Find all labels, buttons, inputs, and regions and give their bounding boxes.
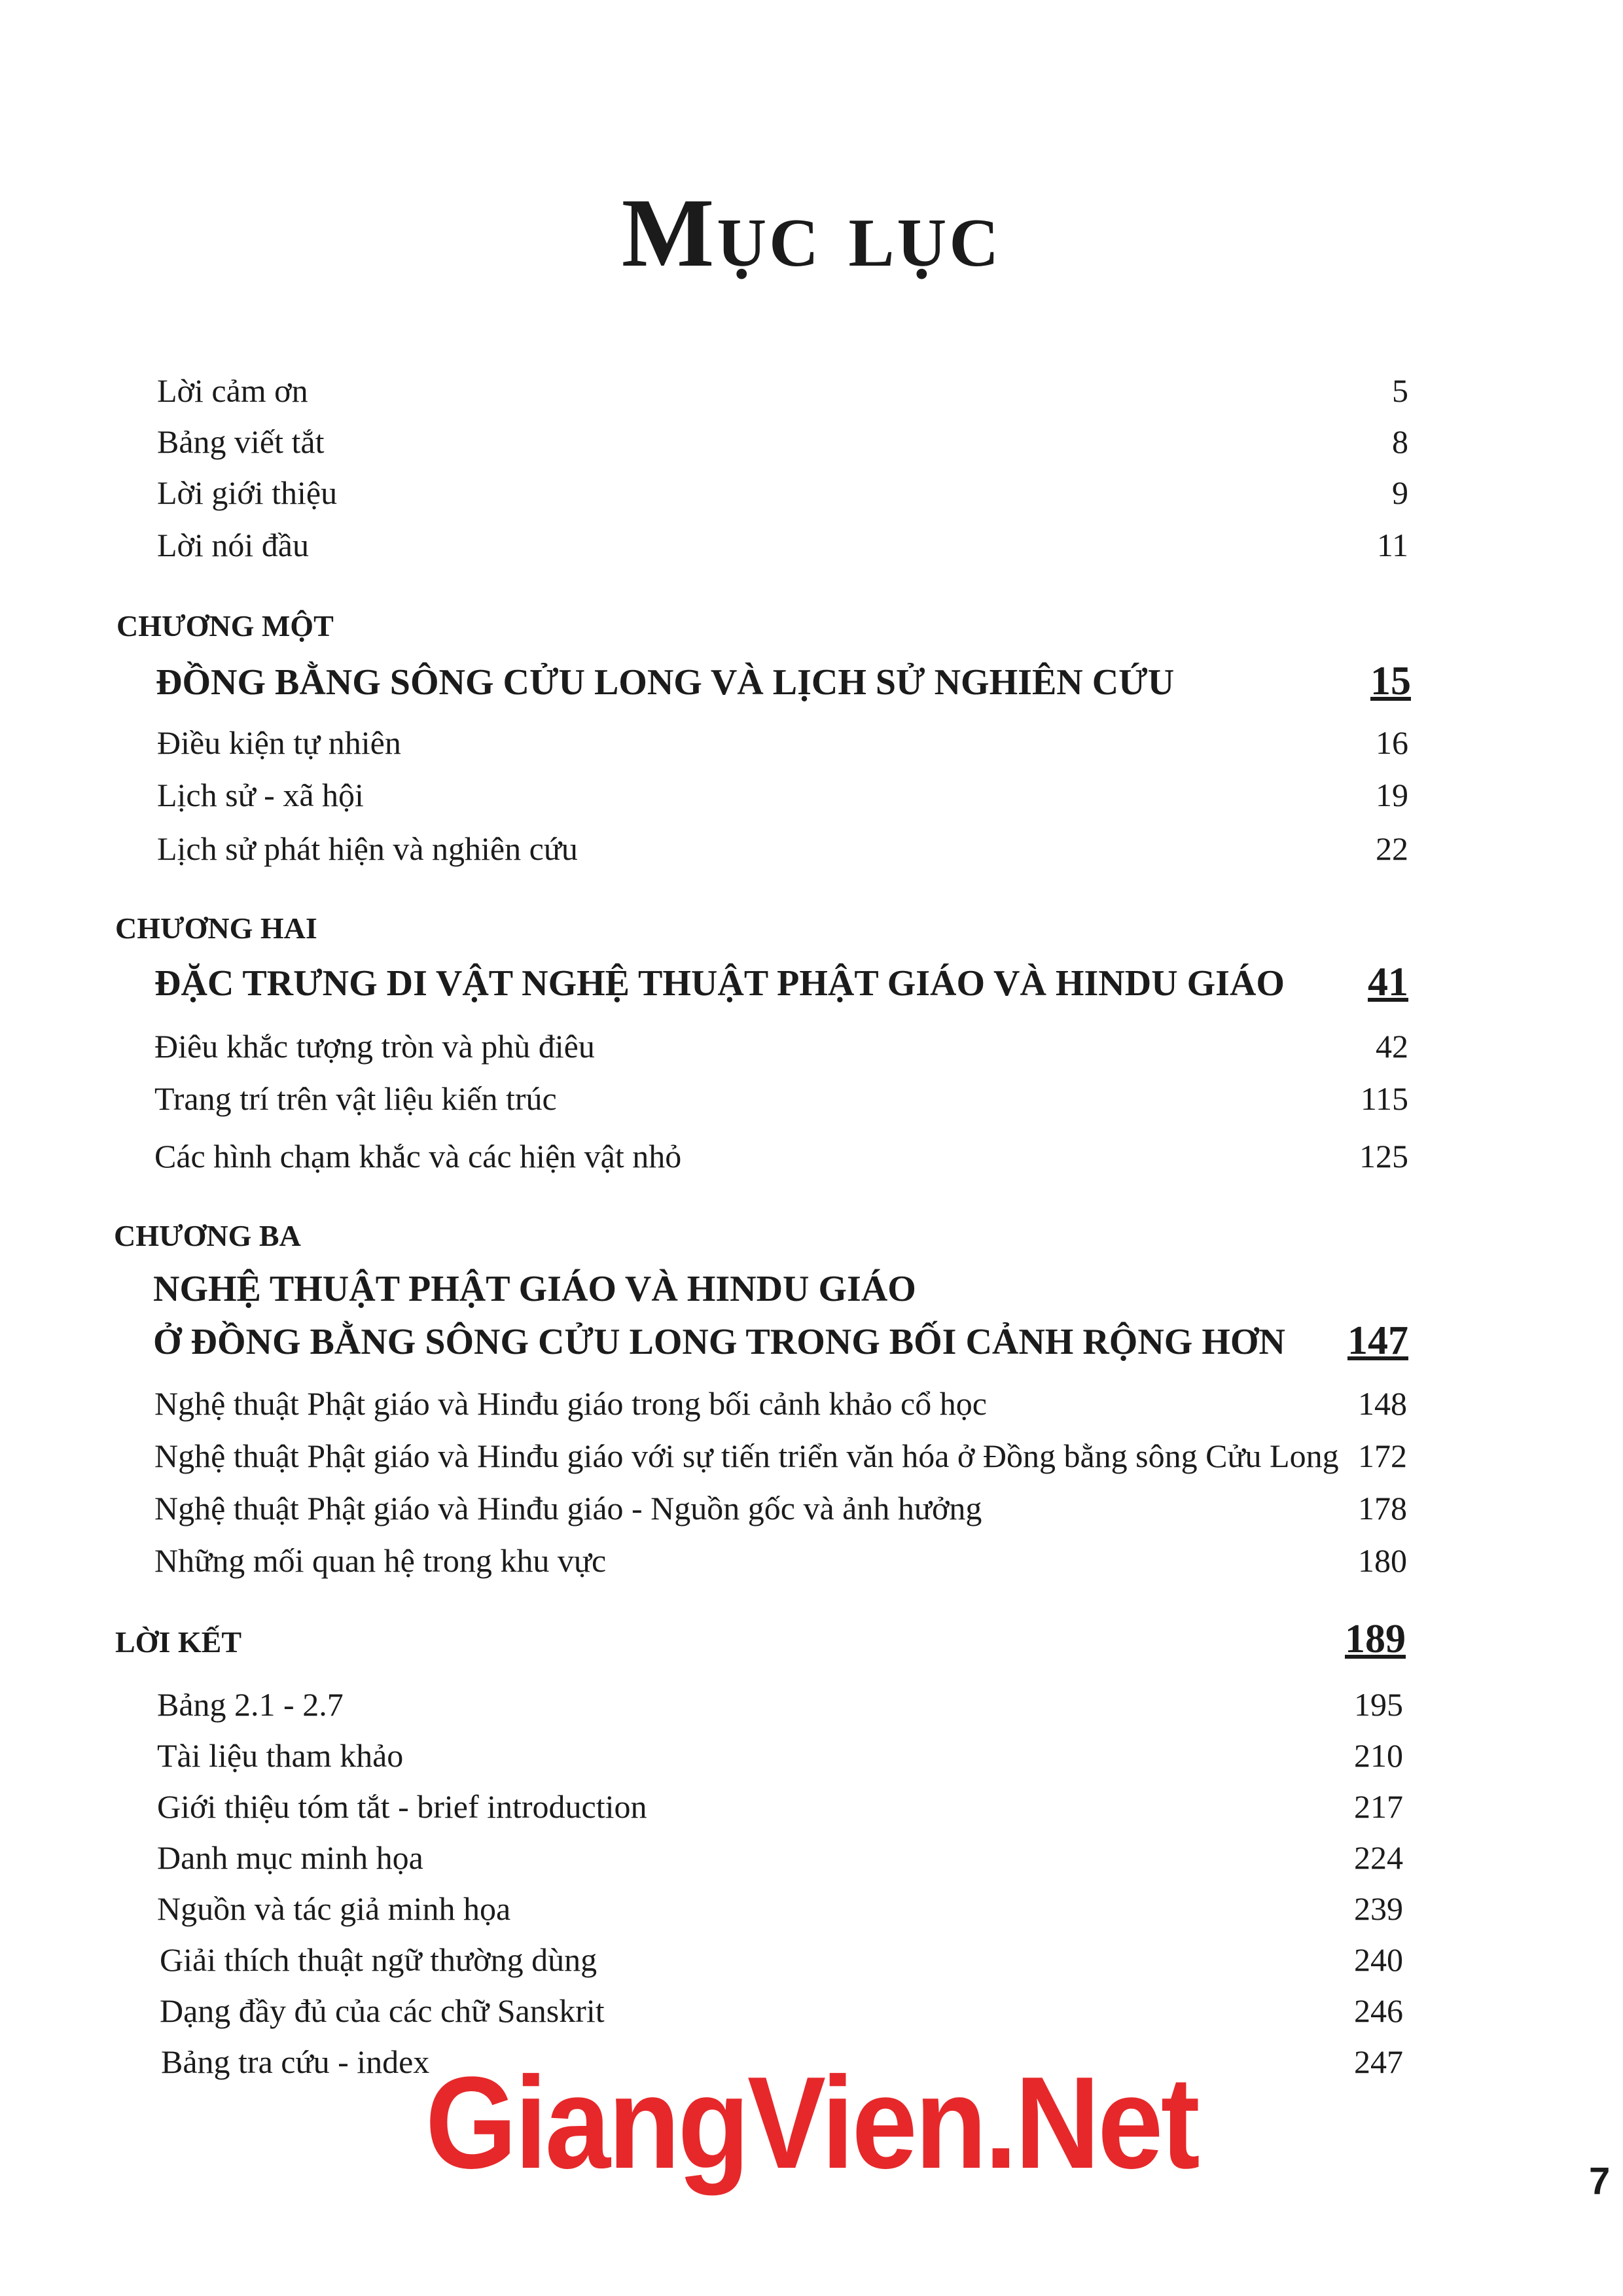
toc-entry-label: Nghệ thuật Phật giáo và Hinđu giáo - Nguồn gốc và ảnh hưởng	[154, 1490, 982, 1527]
page-title: Mục lục	[621, 179, 1002, 287]
toc-entry-page: 195	[1354, 1686, 1403, 1723]
chapter-heading: LỜI KẾT	[115, 1625, 242, 1659]
toc-entry[interactable]	[157, 474, 1408, 512]
chapter-page: 15	[1370, 659, 1411, 703]
toc-entry-label: Lời nói đầu	[157, 527, 309, 563]
toc-entry-label: Lời cảm ơn	[157, 372, 308, 409]
toc-entry[interactable]	[154, 1080, 1408, 1118]
toc-entry-label: Các hình chạm khắc và các hiện vật nhỏ	[154, 1138, 682, 1174]
toc-entry[interactable]	[154, 1437, 1407, 1475]
conclusion-row[interactable]	[115, 1616, 1406, 1663]
toc-entry-label: Lịch sử phát hiện và nghiên cứu	[157, 830, 578, 867]
toc-entry-page: 9	[1392, 474, 1408, 511]
toc-entry-page: 246	[1354, 1992, 1403, 2029]
toc-entry[interactable]	[157, 372, 1408, 410]
toc-entry-label: Trang trí trên vật liệu kiến trúc	[154, 1080, 557, 1117]
toc-entry-page: 148	[1358, 1385, 1407, 1422]
chapter-page: 147	[1347, 1318, 1408, 1363]
toc-entry[interactable]	[157, 423, 1408, 461]
chapter-heading: CHƯƠNG BA	[114, 1219, 301, 1252]
toc-entry[interactable]	[160, 1992, 1403, 2030]
chapter-title-row[interactable]	[153, 1268, 1408, 1310]
chapter-title: ĐẶC TRƯNG DI VẬT NGHỆ THUẬT PHẬT GIÁO VÀ HINDU GIÁO	[154, 963, 1285, 1004]
toc-entry-page: 11	[1376, 527, 1408, 563]
toc-entry[interactable]	[157, 1686, 1403, 1723]
toc-entry-label: Danh mục minh họa	[157, 1839, 423, 1876]
toc-entry-page: 247	[1354, 2043, 1403, 2080]
chapter-title-line1: NGHỆ THUẬT PHẬT GIÁO VÀ HINDU GIÁO	[153, 1269, 916, 1309]
toc-entry[interactable]	[154, 1137, 1408, 1175]
toc-entry-page: 125	[1359, 1138, 1408, 1174]
toc-entry-label: Giới thiệu tóm tắt - brief introduction	[157, 1788, 647, 1825]
chapter-title-row[interactable]	[154, 959, 1408, 1006]
toc-entry[interactable]	[157, 724, 1408, 762]
toc-entry[interactable]	[157, 830, 1408, 868]
toc-entry-label: Nghệ thuật Phật giáo và Hinđu giáo trong bối cảnh khảo cổ học	[154, 1385, 987, 1422]
toc-entry[interactable]	[154, 1542, 1407, 1580]
toc-entry-page: 224	[1354, 1839, 1403, 1876]
toc-entry[interactable]	[154, 1027, 1408, 1065]
toc-entry-page: 115	[1360, 1080, 1408, 1117]
toc-entry-label: Lời giới thiệu	[157, 474, 338, 511]
toc-entry-page: 22	[1376, 830, 1408, 867]
toc-entry-page: 210	[1354, 1737, 1403, 1774]
chapter-page: 41	[1368, 960, 1408, 1004]
watermark: GiangVien.Net	[425, 2050, 1198, 2196]
chapter-heading: CHƯƠNG HAI	[115, 911, 317, 945]
toc-entry-page: 16	[1376, 724, 1408, 761]
chapter-title: ĐỒNG BẰNG SÔNG CỬU LONG VÀ LỊCH SỬ NGHIÊN CỨU	[156, 662, 1175, 703]
toc-entry-label: Những mối quan hệ trong khu vực	[154, 1542, 607, 1579]
toc-entry[interactable]	[154, 1385, 1407, 1422]
toc-entry[interactable]	[157, 1839, 1403, 1877]
toc-entry-label: Nghệ thuật Phật giáo và Hinđu giáo với sự tiến triển văn hóa ở Đồng bằng sông Cửu Long	[154, 1438, 1339, 1474]
chapter-heading: CHƯƠNG MỘT	[116, 609, 334, 643]
toc-entry-page: 240	[1354, 1941, 1403, 1978]
toc-entry-label: Nguồn và tác giả minh họa	[157, 1890, 511, 1927]
toc-entry-page: 172	[1358, 1438, 1407, 1474]
toc-entry[interactable]	[157, 776, 1408, 814]
toc-entry-label: Tài liệu tham khảo	[157, 1737, 404, 1774]
toc-entry-page: 217	[1354, 1788, 1403, 1825]
toc-entry[interactable]	[154, 1489, 1407, 1527]
toc-entry[interactable]	[160, 1941, 1403, 1979]
chapter-page: 189	[1345, 1617, 1406, 1661]
toc-entry-page: 178	[1358, 1490, 1407, 1527]
toc-entry-page: 5	[1392, 372, 1408, 409]
toc-entry-page: 19	[1376, 777, 1408, 813]
chapter-title-row[interactable]	[156, 658, 1411, 705]
chapter-title-row[interactable]	[153, 1318, 1408, 1364]
toc-entry-label: Điêu khắc tượng tròn và phù điêu	[154, 1028, 595, 1065]
toc-entry-label: Bảng 2.1 - 2.7	[157, 1686, 344, 1723]
toc-entry-label: Giải thích thuật ngữ thường dùng	[160, 1941, 597, 1978]
toc-entry-page: 239	[1354, 1890, 1403, 1927]
page-number: 7	[1589, 2160, 1611, 2202]
toc-entry-label: Bảng viết tắt	[157, 423, 325, 460]
toc-entry-label: Lịch sử - xã hội	[157, 777, 364, 813]
toc-entry[interactable]	[157, 526, 1408, 564]
toc-entry-page: 180	[1358, 1542, 1407, 1579]
toc-entry[interactable]	[157, 1737, 1403, 1775]
toc-entry-page: 42	[1376, 1028, 1408, 1065]
toc-entry-page: 8	[1392, 423, 1408, 460]
toc-entry-label: Bảng tra cứu - index	[161, 2043, 430, 2080]
toc-entry-label: Điều kiện tự nhiên	[157, 724, 401, 761]
toc-entry[interactable]	[157, 1890, 1403, 1928]
toc-entry-label: Dạng đầy đủ của các chữ Sanskrit	[160, 1992, 605, 2029]
chapter-title-line2: Ở ĐỒNG BẰNG SÔNG CỬU LONG TRONG BỐI CẢNH RỘNG HƠN	[153, 1322, 1285, 1362]
toc-entry[interactable]	[157, 1788, 1403, 1826]
